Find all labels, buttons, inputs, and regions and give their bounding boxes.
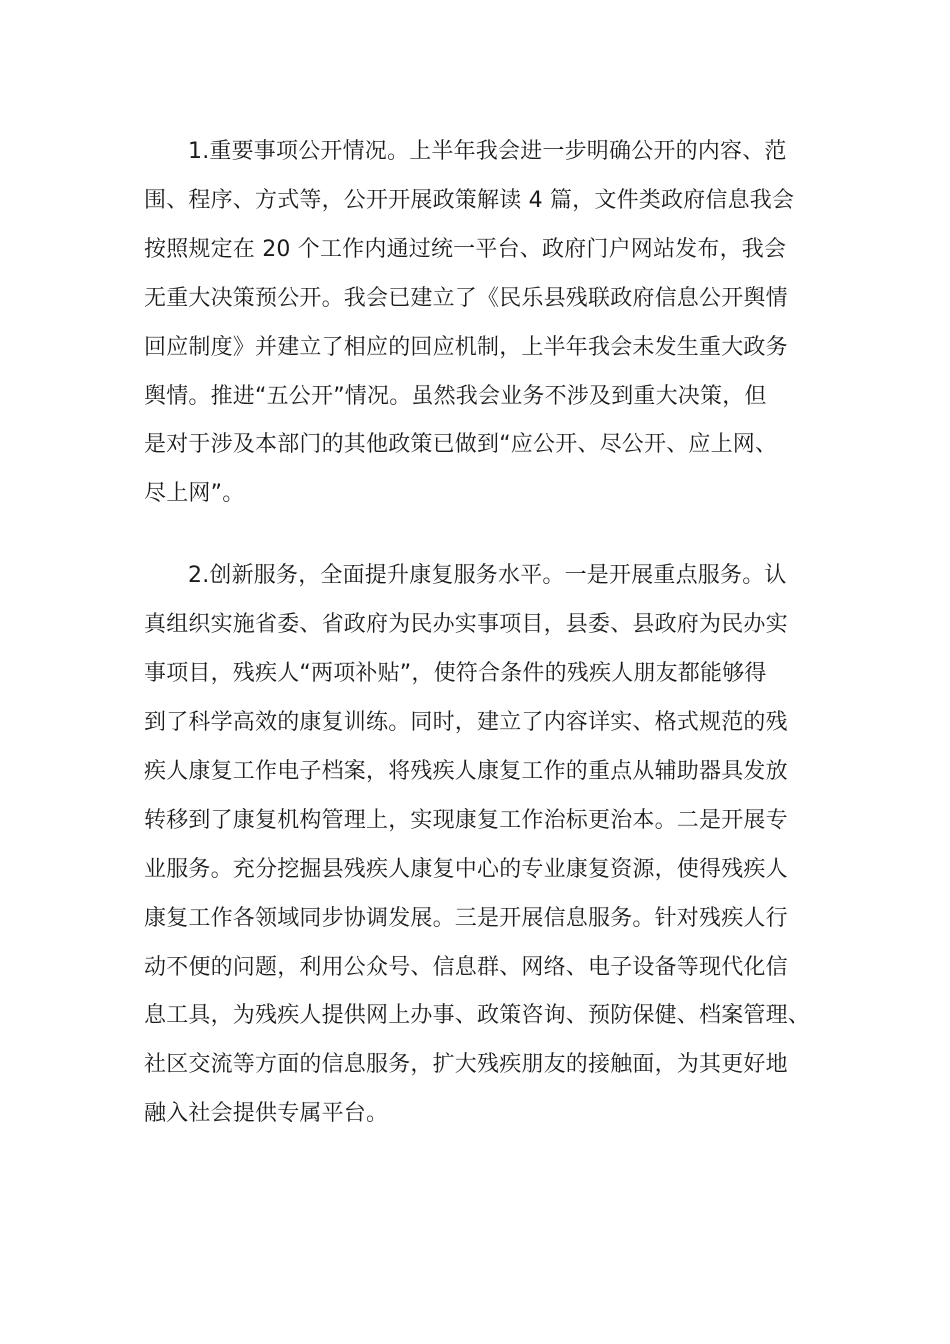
text-line: 社区交流等方面的信息服务，扩大残疾朋友的接触面，为其更好地 <box>144 1052 788 1078</box>
text-line: 息工具，为残疾人提供网上办事、政策咨询、预防保健、档案管理、 <box>144 1003 811 1029</box>
text-line: 围、程序、方式等，公开开展政策解读 4 篇，文件类政府信息我会 <box>144 187 795 213</box>
text-line: 转移到了康复机构管理上，实现康复工作治标更治本。二是开展专 <box>144 807 788 833</box>
text-line: 回应制度》并建立了相应的回应机制，上半年我会未发生重大政务 <box>144 334 788 360</box>
text-line: 事项目，残疾人“两项补贴”，使符合条件的残疾人朋友都能够得 <box>144 661 767 687</box>
paragraph-rehab-services <box>144 552 811 1139</box>
text-line: 是对于涉及本部门的其他政策已做到“应公开、尽公开、应上网、 <box>144 432 778 458</box>
text-line: 融入社会提供专属平台。 <box>144 1101 389 1127</box>
paragraph-public-affairs <box>144 128 808 519</box>
text-line: 舆情。推进“五公开”情况。虽然我会业务不涉及到重大决策，但 <box>144 383 767 409</box>
text-line: 真组织实施省委、省政府为民办实事项目，县委、县政府为民办实 <box>144 612 788 638</box>
text-line: 1.重要事项公开情况。上半年我会进一步明确公开的内容、范 <box>188 139 787 164</box>
text-line: 疾人康复工作电子档案，将残疾人康复工作的重点从辅助器具发放 <box>144 758 788 784</box>
text-line: 尽上网”。 <box>144 481 245 507</box>
text-line: 按照规定在 20 个工作内通过统一平台、政府门户网站发布，我会 <box>144 236 787 262</box>
text-line: 到了科学高效的康复训练。同时，建立了内容详实、格式规范的残 <box>144 709 788 735</box>
text-line: 动不便的问题，利用公众号、信息群、网络、电子设备等现代化信 <box>144 954 788 980</box>
text-line: 业服务。充分挖掘县残疾人康复中心的专业康复资源，使得残疾人 <box>144 856 788 882</box>
text-line: 康复工作各领域同步协调发展。三是开展信息服务。针对残疾人行 <box>144 905 788 931</box>
document-body <box>144 128 811 1139</box>
text-line: 2.创新服务，全面提升康复服务水平。一是开展重点服务。认 <box>188 563 787 589</box>
text-line: 无重大决策预公开。我会已建立了《民乐县残联政府信息公开舆情 <box>144 285 788 311</box>
